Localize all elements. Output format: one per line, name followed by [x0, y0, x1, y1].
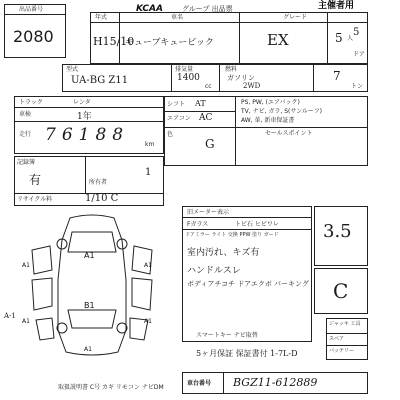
damage-mark: A1	[22, 318, 30, 325]
frame-number-box	[182, 372, 368, 394]
ac-value: AC	[199, 113, 213, 123]
spare-label: スペア	[329, 336, 345, 342]
recycle-value: 1/10 C	[85, 193, 119, 204]
note-line2: ハンドルスレ	[187, 266, 241, 276]
sheet-title: グループ 出品票	[182, 5, 233, 13]
truck-label: トラック	[19, 99, 43, 106]
jack-label: ジャッキ 工具	[329, 321, 361, 327]
equipment-block	[164, 96, 368, 166]
color-label: 色	[167, 131, 174, 138]
shift-value: AT	[195, 99, 206, 108]
sales-point-label: セールスポイント	[265, 130, 313, 137]
lot-number-label: 出品番号	[19, 6, 44, 13]
owner-label: 所有者	[89, 179, 108, 186]
checks-block	[14, 96, 164, 154]
doors-value: 5	[353, 27, 360, 38]
equipment-checklist	[326, 318, 368, 360]
glass-value: トビ石 ヒビワレ	[235, 221, 279, 228]
seats-value: 5	[335, 31, 343, 45]
grade-label: グレード	[283, 14, 308, 21]
seats-unit: 人	[347, 35, 354, 42]
mileage-value: 76188	[45, 125, 130, 145]
interior-grade-box	[314, 268, 368, 314]
damage-mark: B1	[84, 301, 95, 310]
mileage-label: 走行	[19, 131, 32, 138]
items-row: ドアミラー ライト 交換 PPW 塗り ガード	[185, 232, 279, 238]
year-value: H15/10	[93, 35, 135, 48]
extra-note: スマートキー ナビ取替	[196, 332, 258, 339]
options-line3: AW, 革, 新車保証書	[241, 117, 295, 124]
shaken-label: 車検	[19, 111, 32, 118]
kcaa-logo: KCAA	[136, 4, 163, 14]
drive-value: 2WD	[243, 82, 261, 90]
owner-value: 1	[145, 167, 152, 178]
damage-mark: A1	[144, 318, 152, 325]
meter-label: 旧メーター表示	[187, 209, 230, 216]
car-name-value: キューブキュービック	[125, 38, 214, 48]
car-outline-icon	[22, 210, 162, 360]
ac-label: エアコン	[167, 115, 191, 122]
history-block	[14, 156, 164, 206]
options-line2: TV, ナビ, ガラ, S(サンルーフ)	[241, 108, 322, 115]
vehicle-diagram	[22, 210, 162, 360]
copy-label: 主催者用	[318, 1, 355, 11]
displacement-unit: cc	[205, 83, 212, 90]
doors-unit: ドア	[353, 51, 365, 58]
vehicle-title-row	[90, 12, 368, 64]
accessories-note: 取扱説明書 C号 カギ リモコン ナビDM	[58, 384, 164, 391]
score-box	[314, 206, 368, 266]
record-value: 有	[29, 173, 42, 187]
frame-value: BGZ11-612889	[233, 376, 318, 389]
lot-number: 2080	[13, 27, 54, 46]
displacement-label: 排気量	[175, 66, 194, 73]
damage-mark: A1	[84, 251, 95, 260]
damage-mark: A1	[22, 262, 30, 269]
frame-label: 車台番号	[187, 380, 212, 387]
model-label: 型式	[66, 66, 79, 73]
mileage-unit: km	[145, 141, 155, 148]
fuel-label: 燃料	[225, 66, 238, 73]
recycle-label: リサイクル料	[17, 196, 53, 203]
note-line1: 室内汚れ、キズ有	[187, 248, 260, 258]
footer-note: 5ヶ月保証 保証書付 1-7L-D	[196, 349, 298, 358]
options-line1: PS, PW, (エアバック)	[241, 99, 300, 106]
damage-mark: A1	[144, 262, 152, 269]
spec-row	[62, 64, 368, 92]
glass-label: Fガラス	[187, 221, 209, 228]
load-value: 7	[333, 69, 341, 83]
year-label: 年式	[95, 14, 108, 21]
car-name-label: 車名	[171, 14, 184, 21]
model-value: UA-BG Z11	[71, 75, 129, 86]
damage-mark: A1	[84, 346, 92, 353]
grade-value: EX	[267, 31, 289, 49]
note-line3: ボディアチコチ ドアエクボ パーキング	[187, 280, 309, 288]
battery-label: バッテリー	[329, 348, 355, 354]
overall-score: 3.5	[323, 221, 352, 242]
load-unit: トン	[351, 83, 364, 90]
fuel-value: ガソリン	[227, 74, 255, 82]
lot-number-box	[4, 4, 66, 58]
shaken-value: 1年	[77, 112, 92, 122]
record-label: 記録簿	[17, 159, 36, 166]
color-value: G	[205, 137, 215, 151]
interior-grade: C	[333, 279, 349, 303]
shift-label: シフト	[167, 101, 186, 108]
displacement-value: 1400	[177, 73, 200, 83]
rental-label: レンタ	[73, 99, 91, 106]
diagram-note: A-1	[4, 312, 16, 320]
remarks-block	[182, 206, 312, 342]
